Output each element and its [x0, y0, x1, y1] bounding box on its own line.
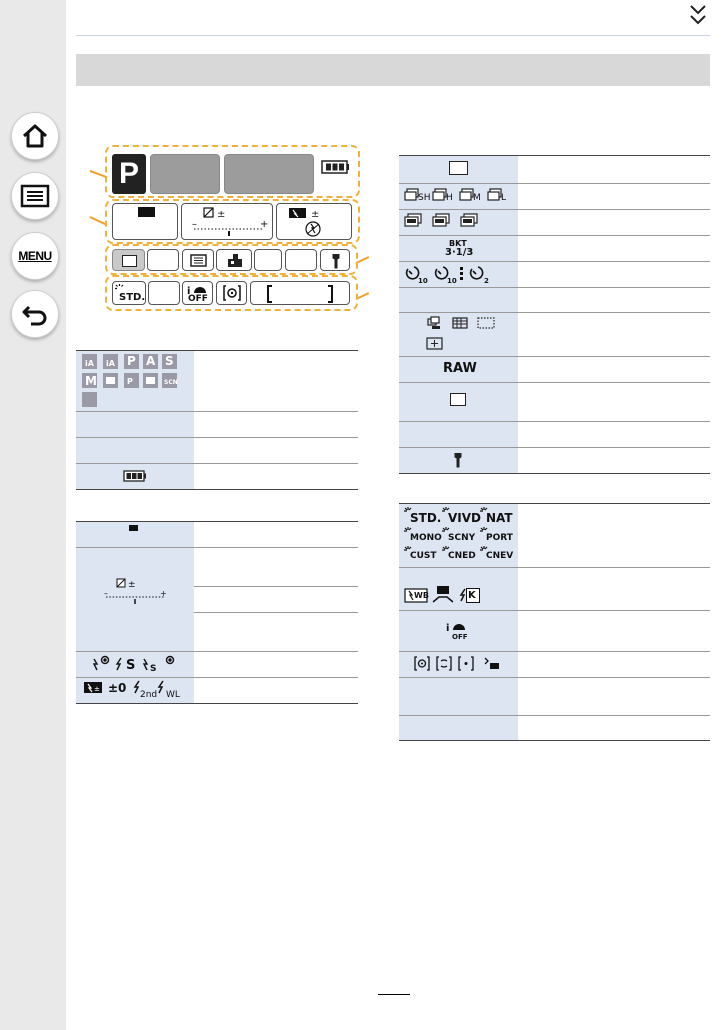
- aspect-icon: [227, 253, 243, 268]
- svg-text:±: ±: [311, 209, 320, 220]
- svg-text:–: –: [104, 589, 108, 598]
- self-timer-10-burst: 10: [447, 277, 457, 285]
- svg-text:M: M: [85, 374, 97, 388]
- mode-letter-s: S: [165, 354, 174, 368]
- svg-text:i: i: [446, 623, 450, 634]
- table-bottom-rule: [76, 489, 358, 490]
- drive-slot: [112, 249, 145, 271]
- svg-text:+: +: [160, 589, 167, 598]
- style-portrait: PORT: [486, 533, 513, 543]
- flash-adjust-icon: [287, 206, 343, 238]
- style-mono: MONO: [410, 533, 442, 543]
- info-slot: [285, 249, 317, 271]
- battery-icon: [123, 470, 147, 482]
- svg-text:±: ±: [217, 209, 226, 220]
- table-cell-icons: [76, 438, 194, 463]
- table-cell-icons: [399, 422, 518, 447]
- self-timer-10: 10: [418, 277, 428, 285]
- svg-text:–: –: [192, 219, 197, 230]
- style-cned: CNED: [448, 551, 476, 561]
- metering-icon: [223, 285, 241, 301]
- table-bottom-rule: [399, 740, 710, 741]
- home-button[interactable]: [11, 112, 59, 160]
- svg-text:SCN: SCN: [164, 379, 178, 386]
- back-icon: [20, 301, 50, 327]
- table-bottom-rule: [399, 473, 710, 474]
- info-slot: [320, 249, 350, 271]
- kelvin-text: K: [468, 590, 476, 601]
- burst-speed-m: M: [473, 193, 481, 203]
- page-number-rule: [378, 994, 410, 995]
- af-area-mark: [138, 207, 155, 217]
- flash-value-text: ±0: [108, 681, 127, 695]
- photo-style-slot: [112, 281, 146, 305]
- wrench-icon: [331, 253, 341, 269]
- menu-button[interactable]: [11, 232, 59, 280]
- svg-text:S: S: [150, 664, 157, 674]
- table-cell-icons: [399, 288, 518, 312]
- photo-style-text: STD.: [119, 292, 146, 303]
- burst-speed-sh: SH: [418, 193, 431, 203]
- exposure-meter-icon: [190, 206, 268, 238]
- mode-letter-a: A: [146, 354, 156, 368]
- metering-slot: [216, 281, 247, 305]
- chevron-down-icon: [688, 4, 708, 30]
- 4k-photo-icons: [404, 213, 488, 230]
- mode-letter: P: [118, 157, 139, 190]
- mode-letter-p: P: [127, 354, 136, 368]
- quality-icon: [190, 254, 207, 267]
- svg-text:P: P: [127, 377, 133, 386]
- style-cnev: CNEV: [486, 551, 514, 561]
- svg-text:S: S: [126, 658, 136, 673]
- top-rule: [76, 35, 710, 36]
- info-slot: [254, 249, 282, 271]
- setting-icons: [426, 316, 498, 352]
- metering-mode-icons: [414, 655, 510, 673]
- ia-off-text: OFF: [188, 294, 208, 304]
- af-area-mark: [129, 525, 138, 531]
- single-drive-icon: [122, 255, 137, 267]
- menu-label: MENU: [18, 249, 52, 263]
- table-cell-icons: [399, 678, 518, 715]
- second-curtain-text: 2nd: [140, 690, 158, 700]
- mode-tile: [112, 154, 146, 194]
- svg-text:+: +: [260, 219, 269, 230]
- list-icon: [20, 184, 50, 208]
- home-icon: [20, 121, 50, 151]
- exposure-slot: [181, 203, 273, 240]
- info-slot: [147, 249, 179, 271]
- table-cell-icons: [76, 412, 194, 437]
- wireless-text: WL: [166, 690, 180, 700]
- raw-text: RAW: [443, 361, 477, 376]
- flash-mode-icons: [90, 655, 182, 673]
- menu-list-button[interactable]: [11, 172, 59, 220]
- section-header-bar: [76, 54, 710, 86]
- self-timer-2: 2: [484, 277, 489, 285]
- table-bottom-rule: [76, 703, 358, 704]
- burst-speed-h: H: [446, 193, 453, 203]
- svg-text:i: i: [187, 286, 191, 297]
- svg-text:iA: iA: [106, 359, 115, 368]
- info-slot: [150, 154, 220, 194]
- back-button[interactable]: [11, 290, 59, 338]
- style-std: STD.: [410, 511, 442, 525]
- wb-text: WB: [414, 591, 429, 600]
- ia-off-slot: [182, 281, 213, 305]
- size-box-icon: [450, 393, 466, 406]
- wireless-flash-icon: [156, 680, 166, 694]
- style-scenery: SCNY: [448, 533, 476, 543]
- flash-slot: [276, 203, 352, 240]
- info-slot: [224, 154, 314, 194]
- wrench-icon: [453, 452, 463, 468]
- info-slot: [216, 249, 252, 271]
- svg-text:iA: iA: [85, 359, 94, 368]
- table-row-rule: [194, 586, 358, 587]
- battery-icon: [321, 160, 350, 174]
- burst-speed-l: L: [501, 193, 507, 203]
- af-slot: [250, 281, 350, 305]
- wb-set-icon: [432, 586, 454, 604]
- style-vivid: VIVD: [448, 511, 481, 525]
- flash-adjust-icon: [84, 682, 104, 694]
- ia-off-text: OFF: [452, 633, 468, 641]
- ia-plus-icon: [446, 620, 468, 632]
- bracket-value: 3·1/3: [445, 247, 474, 258]
- bracket-label: BKT: [449, 239, 467, 248]
- af-bracket-icon: [267, 285, 333, 303]
- info-slot: [112, 203, 178, 240]
- sidebar: [0, 0, 66, 1030]
- info-slot: [148, 281, 180, 305]
- style-natural: NAT: [486, 511, 513, 525]
- table-row-rule: [194, 612, 358, 613]
- table-cell-icons: [399, 716, 518, 740]
- svg-text:±: ±: [128, 580, 136, 590]
- style-custom: CUST: [410, 551, 437, 561]
- single-drive-icon: [449, 161, 468, 175]
- exposure-meter-icon: [104, 578, 166, 606]
- svg-text:±: ±: [94, 685, 100, 693]
- info-slot: [182, 249, 214, 271]
